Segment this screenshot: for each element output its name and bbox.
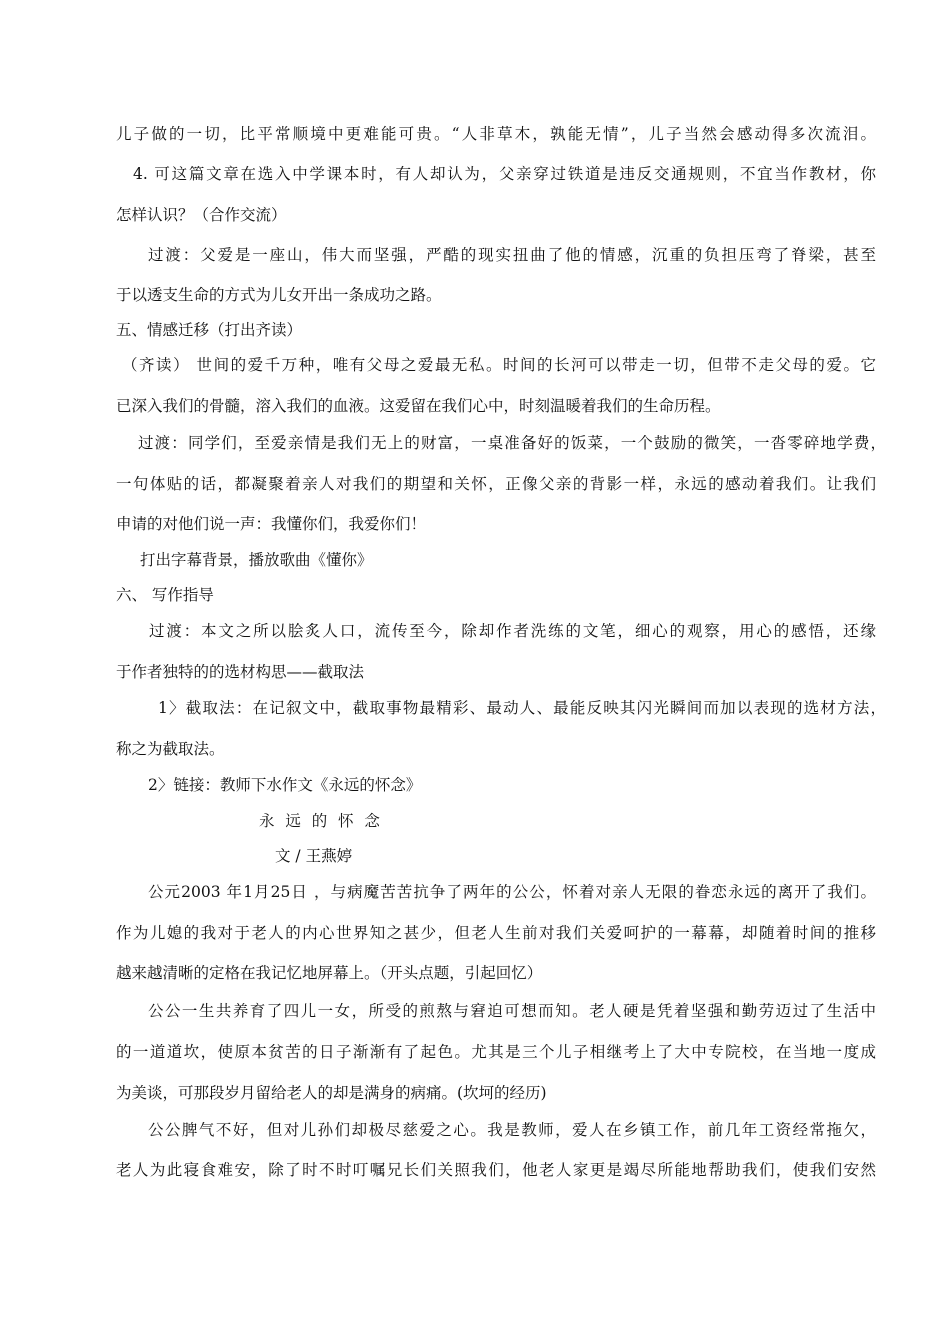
transition-line: 过渡：父爱是一座山，伟大而坚强，严酷的现实扭曲了他的情感，沉重的负担压弯了脊梁，甚至 [148, 246, 876, 264]
list-item-1: 1〉截取法：在记叙文中，截取事物最精彩、最动人、最能反映其闪光瞬间而加以表现的选材方法， [158, 699, 886, 717]
paragraph-line: 作为儿媳的我对于老人的内心世界知之甚少，但老人生前对我们关爱呵护的一幕幕，却随着时间的推移 [116, 924, 876, 942]
question-4-line: 4. 可这篇文章在选入中学课本时，有人却认为，父亲穿过铁道是违反交通规则，不宜当作教材，你 [133, 165, 876, 183]
paragraph-line: 一句体贴的话，都凝聚着亲人对我们的期望和关怀，正像父亲的背影一样，永远的感动着我们。让我们 [116, 475, 876, 493]
paragraph-line: 儿子做的一切，比平常顺境中更难能可贵。“人非草木，孰能无情”，儿子当然会感动得多次流泪。 [116, 125, 876, 143]
paragraph-line: （齐读） 世间的爱千万种，唯有父母之爱最无私。时间的长河可以带走一切，但带不走父母的爱。它 [122, 356, 876, 374]
paragraph-line: 申请的对他们说一声：我懂你们，我爱你们！ [116, 515, 427, 533]
paragraph-line: 的一道道坎，使原本贫苦的日子渐渐有了起色。尤其是三个儿子相继考上了大中专院校，在当地一度成 [116, 1043, 876, 1061]
paragraph-line: 称之为截取法。 [116, 740, 225, 758]
essay-author: 文 / 王燕婷 [275, 847, 353, 865]
paragraph-line: 已深入我们的骨髓，溶入我们的血液。这爱留在我们心中，时刻温暖着我们的生命历程。 [116, 397, 721, 415]
section-heading-5: 五、情感迁移（打出齐读） [116, 321, 303, 339]
paragraph-line: 于以透支生命的方式为儿女开出一条成功之路。 [116, 286, 442, 304]
paragraph-line: 越来越清晰的定格在我记忆地屏幕上。（开头点题，引起回忆） [116, 964, 543, 982]
section-heading-6: 六、 写作指导 [116, 586, 214, 604]
paragraph-line: 老人为此寝食难安，除了时不时叮嘱兄长们关照我们，他老人家更是竭尽所能地帮助我们，使我们安然 [116, 1161, 876, 1179]
transition-line: 过渡：本文之所以脍炙人口，流传至今，除却作者洗练的文笔，细心的观察，用心的感悟，还缘 [149, 622, 876, 640]
paragraph-line: 为美谈，可那段岁月留给老人的却是满身的病痛。(坎坷的经历) [116, 1084, 547, 1102]
paragraph-line: 公公一生共养育了四儿一女，所受的煎熬与窘迫可想而知。老人硬是凭着坚强和勤劳迈过了生活中 [148, 1002, 876, 1020]
paragraph-line: 于作者独特的的选材构思——截取法 [116, 663, 365, 681]
essay-title: 永远的怀念 [259, 812, 391, 830]
transition-line: 过渡：同学们，至爱亲情是我们无上的财富，一桌准备好的饭菜，一个鼓励的微笑，一沓零碎地学费， [138, 434, 886, 452]
paragraph-line: 公元2003 年1月25日 ，与病魔苦苦抗争了两年的公公，怀着对亲人无限的眷恋永远的离开了我们。 [148, 883, 876, 901]
paragraph-line: 公公脾气不好，但对儿孙们却极尽慈爱之心。我是教师，爱人在乡镇工作，前几年工资经常拖欠， [148, 1121, 876, 1139]
list-item-2: 2〉链接：教师下水作文《永远的怀念》 [148, 776, 422, 794]
paragraph-line: 怎样认识？（合作交流） [116, 206, 287, 224]
paragraph-line: 打出字幕背景，播放歌曲《懂你》 [140, 551, 373, 569]
